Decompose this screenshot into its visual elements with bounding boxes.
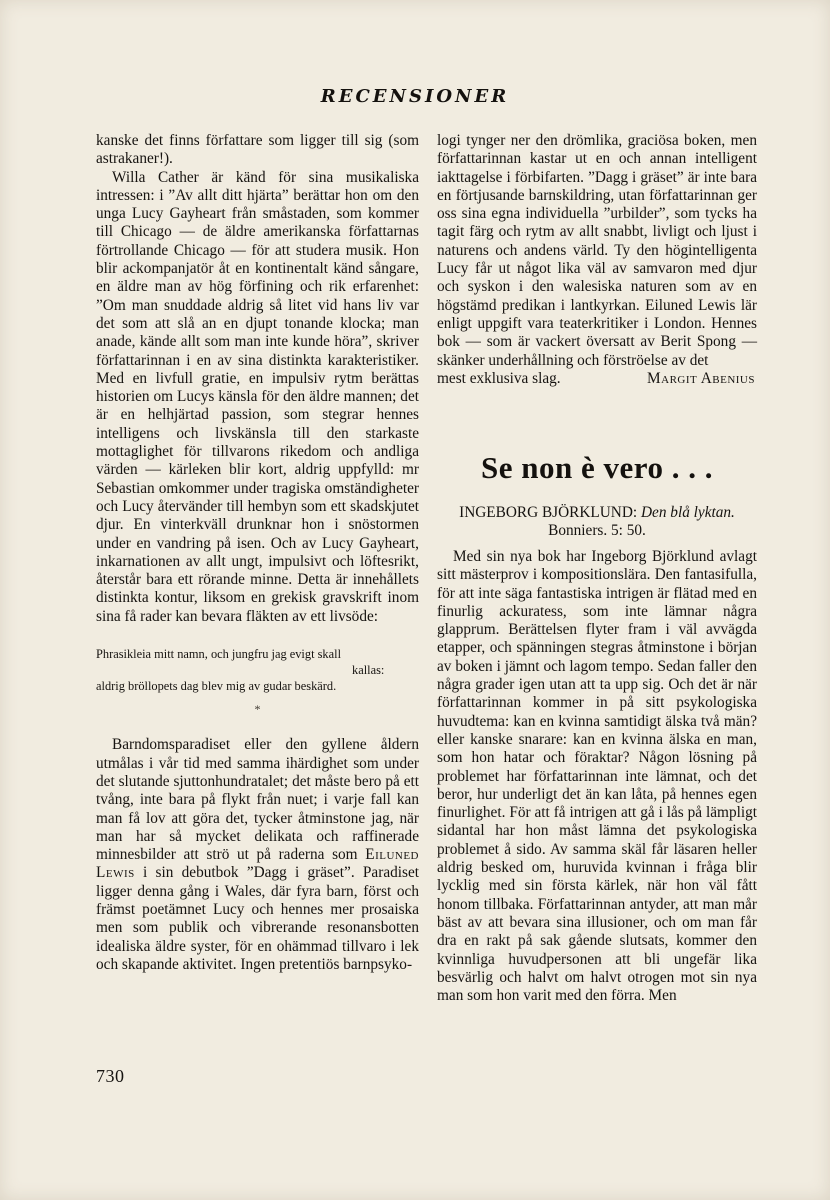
right-paragraph-1: logi tynger ner den drömlika, graciösa boken, men författarinnan kastar ut en och annan intelligent iakttagelse i förbifarten. ”Dagg i gräset” är inte bara en förtjusande barnskildring, utan författarinnan ger oss sina egna individuella ”urbilder”, som tycks ha tagit färg och rytm av allt snabbt, livligt och ljust i naturens och andens värld. Ty den högintelligenta Lucy får ut något lika väl av samvaron med djur och syskon i den walesiska naturen som av en högstämd predikan i lantkyrkan. Eiluned Lewis lär enligt uppgift vara teaterkritiker i London. Hennes bok — som är vackert översatt av Berit Spong — skänker underhållning och förströelse av det [437,132,757,369]
right-column-lower [437,548,757,1005]
reviewer-signature: Margit Abenius [647,369,755,387]
left-paragraph-3-start: Barndomsparadiset eller den gyllene åldern utmålas i vår tid med samma ihärdighet som under det slutande sjuttonhundratalet; det måste bero på ett tvång, inte bara på flykt från nuet; i varje fall kan man få lov att göra det, tycker åtminstone jag, när man har så mycket delikata och raffinerade minnesbilder att strö ut på raderna som [96,736,419,864]
section-asterisk: * [254,702,261,717]
poem-line-1: Phrasikleia mitt namn, och jungfru jag evigt skall [96,647,342,662]
left-column [96,132,419,974]
left-paragraph-1: kanske det finns författare som ligger till sig (som astrakaner!). [96,132,419,168]
right-paragraph-1-last-line: mest exklusiva slag. [437,369,561,387]
epigram-poem [96,646,419,694]
book-reference [437,504,757,540]
page-number: 730 [96,1066,125,1086]
book-reference-line-1 [437,504,757,522]
poem-line-3: aldrig bröllopets dag blev mig av gudar beskärd. [96,679,337,694]
spacer [96,718,419,736]
review-signature-line [437,370,757,388]
book-title: Den blå lyktan. [640,504,735,521]
right-column-upper [437,132,757,388]
left-paragraph-2: Willa Cather är känd för sina musikaliska intressen: i ”Av allt ditt hjärta” berättar hon om den unga Lucy Gayheart från småstaden, som kommer till Chicago — de äldre amerikanska författarnas förtrollande Chicago — för att studera musik. Hon blir ackompanjatör åt en kontinentalt känd sångare, en äldre man av hög förfining och rik erfarenhet: ”Om man snuddade aldrig så litet vid hans liv var det som att slå an en djupt tonande klocka; man anade, kände allt som man inte kunde höra”, skriver författarinnan i en av sina distinkta karakteristiker. Med en livfull gratie, en impulsiv rytm berättas historien om Lucys känsla för den äldre mannen; det är en helhjärtad passion, som stegrar hennes intelligens och livskänsla till den starkaste mottaglighet för tillvarons rikedom och andliga värden — kärleken blir kort, aldrig uppfylld: mr Sebastian omkommer under tragiska omständigheter och Lucy återvänder till hembyn som ett skadskjutet djur. En vinterkväll drunknar hon i snöstormen under en vandring på isen. Och av Lucy Gayheart, inkarnationen av allt ungt, impulsivt och löftesrikt, återstår bara ett rörande minne. Detta är innehållets distinkta kontur, liksom en grekisk gravskrift inom sina få rader kan bevara fläkten av ett livsöde: [96,168,419,625]
section-title: Se non è vero . . . [481,450,713,485]
left-paragraph-3 [96,736,419,974]
book-author: INGEBORG BJÖRKLUND: [459,504,638,521]
poem-line-2: kallas: [352,663,385,678]
book-publisher: Bonniers. 5: 50. [548,522,646,539]
author-name-eiluned-lewis: Eiluned Lewis [96,846,419,882]
left-paragraph-3-end: i sin debutbok ”Dagg i gräset”. Paradiset ligger denna gång i Wales, där fyra barn, först och främst poetämnet Lucy och hennes mer prosaiska men som publik och vibrerande resonansbotten idealiska äldre syster, för en ohämmad tillvaro i lek och skapande aktivitet. Ingen pretentiös barnpsyko- [96,864,419,973]
running-head: RECENSIONER [320,86,510,107]
review-body: Med sin nya bok har Ingeborg Björklund avlagt sitt mästerprov i kompositionslära. Den fantasifulla, för att inte säga fantastiska intrigen är flätad med en finurlig ackuratess, som inte lämnar några glapprum. Berättelsen flyter fram i väl avvägda etapper, och spänningen stegras åtminstone i början av boken i jämnt och lagom tempo. Sedan faller den några grader igen utan att ta upp sig. Och det är när författarinnan kommer in på sitt psykologiska huvudtema: kan en kvinna samtidigt älska två män? eller kanske snarare: kan en kvinna älska en man, som hon hatar och föraktar? Någon lösning på problemet har författarinnan inte lämnat, och det beror, hur underligt det än kan låta, på hennes egen finurlighet. För att få intrigen att gå i lås på lämpligt sidantal har hon måst lämna det psykologiska problemet å sido. Av samma skäl får läsaren heller aldrig besked om, huruvida kvinnan i fråga blir lycklig med sin första kärlek, när hon väl fått honom tillbaka. Författarinnan antyder, att man mår bäst av att bevara sina illusioner, och om man får dra en rakt på sak gående slutsats, kommer den kvinnliga huvudpersonen att bli ungefär lika besvärlig och halvt om halvt otrogen mot sin nya man som hon varit med den förra. Men [437,548,757,1005]
